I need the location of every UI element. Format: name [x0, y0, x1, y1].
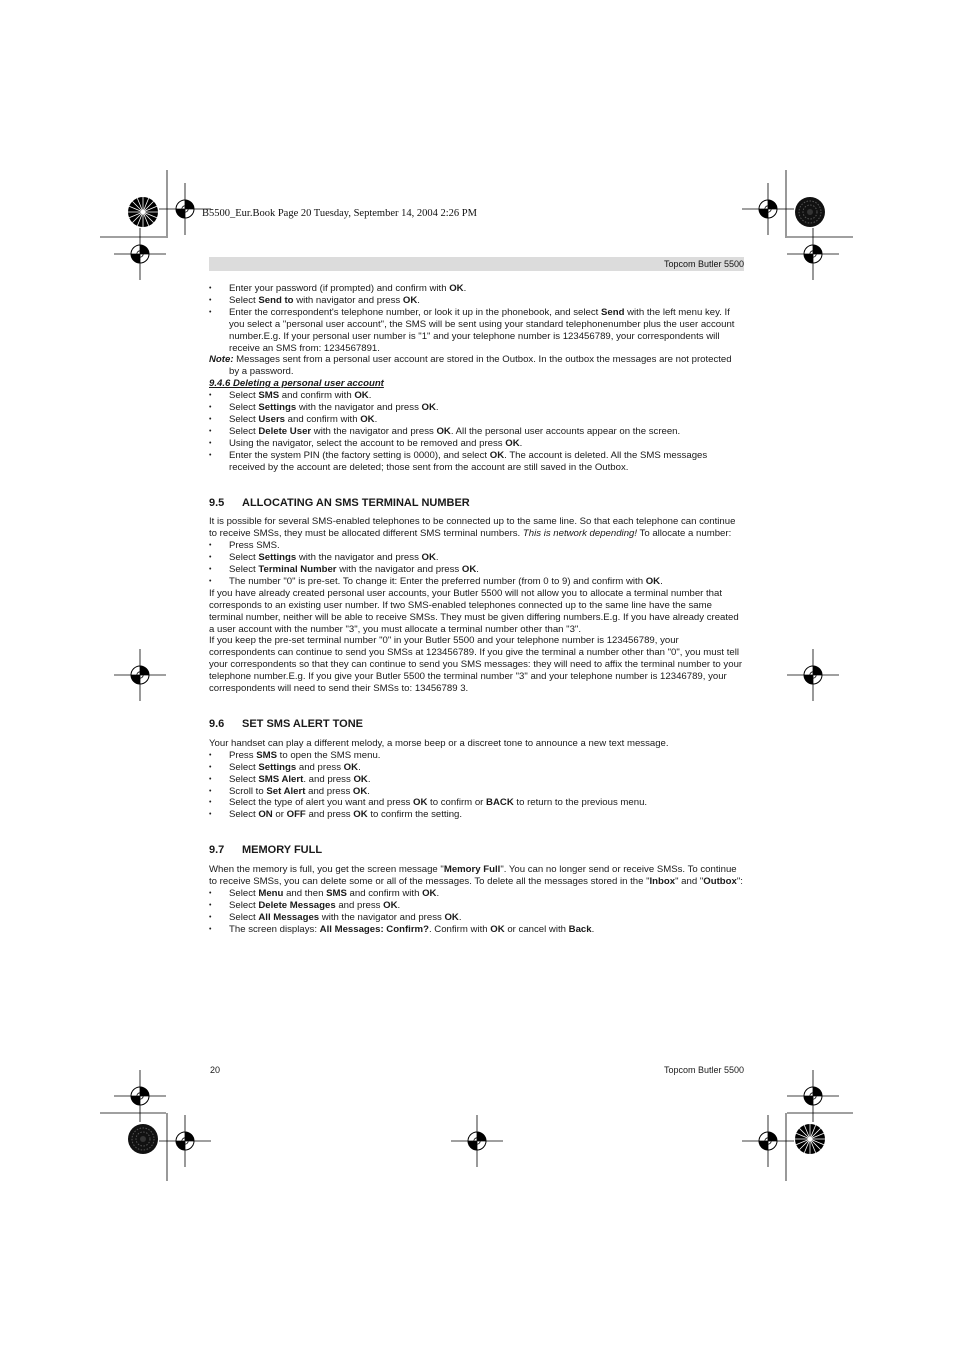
text: The screen displays:: [229, 923, 320, 935]
section-9-6-steps: [209, 750, 744, 821]
text: Press: [229, 749, 257, 761]
section-9-6-intro: Your handset can play a different melody, a morse beep or a discreet tone to announce a new text message.: [209, 737, 669, 749]
keyword: OK: [505, 437, 520, 449]
keyword: Send to: [258, 294, 294, 306]
text: and press: [335, 899, 384, 911]
text: .: [358, 761, 361, 773]
footer-title: Topcom Butler 5500: [663, 1065, 744, 1075]
keyword: SMS Alert: [258, 773, 304, 785]
section-9-5-steps: [209, 540, 744, 588]
intro-steps: [209, 283, 744, 354]
text: with navigator and press: [293, 294, 403, 306]
text: Select: [229, 911, 259, 923]
text: with the left menu key. If you select a "personal user account", the SMS will be sent using your standard telephonenumber plus the user account number.E.g. If your personal user number is "1" and your telephone number is 123456789, your correspondents will receive an SMS from: 1234567891.: [229, 306, 735, 354]
keyword: Memory Full: [443, 864, 501, 876]
keyword: ON: [258, 809, 273, 821]
print-slug: B5500_Eur.Book Page 20 Tuesday, September 14, 2004 2:26 PM: [202, 208, 477, 219]
keyword: OK: [352, 785, 368, 797]
section-9-5-heading: [209, 498, 744, 510]
text: When the memory is full, you get the screen message ": [209, 864, 444, 876]
keyword: SMS: [258, 390, 280, 402]
text: .: [367, 785, 370, 797]
text: and press: [305, 809, 354, 821]
text: with the navigator and press: [296, 552, 422, 564]
text: Using the navigator, select the account to be removed and press: [229, 437, 506, 449]
text: with the navigator and press: [319, 911, 445, 923]
intro-text-end: To allocate a number:: [637, 528, 732, 540]
keyword: SMS: [326, 887, 347, 899]
text: Select: [229, 899, 259, 911]
text: Select: [229, 413, 259, 425]
list-item: [209, 750, 744, 762]
keyword: Delete User: [258, 425, 312, 437]
list-item: [209, 912, 744, 924]
keyword: Settings: [258, 761, 297, 773]
list-item: [209, 576, 744, 588]
list-item: [209, 762, 744, 774]
section-number: 9.5: [209, 496, 225, 509]
section-title: ALLOCATING AN SMS TERMINAL NUMBER: [242, 496, 470, 509]
keyword: OK: [461, 564, 477, 576]
keyword: OK: [422, 887, 437, 899]
section-number: 9.6: [209, 718, 225, 730]
text: Select: [229, 425, 259, 437]
list-item: [209, 786, 744, 798]
text: Press SMS.: [229, 540, 280, 552]
text: Select: [229, 887, 259, 899]
keyword: Set Alert: [266, 785, 306, 797]
text: .: [374, 413, 378, 425]
list-item: [209, 924, 744, 936]
text: with the navigator and press: [296, 402, 422, 414]
text: .: [417, 294, 420, 306]
note: [209, 354, 744, 378]
keyword: OK: [436, 425, 451, 437]
list-item: [209, 390, 744, 402]
page-number: 20: [210, 1065, 221, 1075]
list-item: [209, 450, 744, 474]
keyword: OK: [343, 761, 359, 773]
text: . and press: [303, 773, 354, 785]
keyword: OFF: [286, 809, 306, 821]
section-9-5-intro: [209, 516, 744, 540]
keyword: OK: [353, 809, 368, 821]
note-label: Note:: [209, 354, 234, 366]
text: and then: [283, 887, 327, 899]
section-title: MEMORY FULL: [242, 844, 323, 857]
text: and confirm with: [285, 413, 361, 425]
keyword: OK: [489, 449, 505, 461]
note-text: Messages sent from a personal user account are stored in the Outbox. In the outbox the messages are not protected by a password.: [229, 354, 732, 378]
text: Select: [229, 761, 259, 773]
section-9-7-intro: [209, 864, 744, 888]
text: Select: [229, 402, 259, 414]
page-content: [209, 283, 744, 936]
keyword: Users: [258, 413, 286, 425]
text: and confirm with: [279, 390, 355, 402]
text: Select the type of alert you want and press: [229, 797, 413, 809]
section-9-7-heading: [209, 845, 744, 857]
keyword: OK: [645, 575, 661, 587]
intro-emphasis: This is network depending!: [522, 528, 638, 540]
text: .: [435, 552, 439, 564]
text: . The account is deleted. All the SMS messages received by the account are deleted; those sent from the account are still saved in the Outbox.: [229, 449, 708, 473]
list-item: [209, 540, 744, 552]
keyword: BACK: [486, 797, 514, 809]
text: with the navigator and press: [311, 425, 437, 437]
keyword: Delete Messages: [258, 899, 336, 911]
list-item: [209, 888, 744, 900]
text: .: [519, 437, 523, 449]
text: Scroll to: [229, 785, 267, 797]
text: Enter your password (if prompted) and confirm with: [229, 283, 450, 294]
text: Select: [229, 773, 259, 785]
section-9-6-heading: [209, 719, 744, 731]
text: Select: [229, 564, 259, 576]
text: .: [458, 911, 462, 923]
keyword: Inbox: [649, 876, 676, 888]
section-title: SET SMS ALERT TONE: [242, 718, 364, 730]
text: The number "0" is pre-set. To change it: Enter the preferred number (from 0 to 9) and confirm with: [229, 575, 646, 587]
text: . All the personal user accounts appear on the screen.: [450, 425, 681, 437]
text: to confirm or: [427, 797, 487, 809]
list-item: [209, 552, 744, 564]
text: or cancel with: [504, 923, 569, 935]
text: ":: [736, 876, 743, 888]
text: .: [397, 899, 401, 911]
keyword: Settings: [258, 402, 297, 414]
text: Select: [229, 552, 259, 564]
keyword: OK: [354, 390, 369, 402]
header-title: Topcom Butler 5500: [663, 259, 744, 269]
keyword: OK: [413, 797, 428, 809]
text: Enter the correspondent's telephone number, or look it up in the phonebook, and select: [229, 306, 601, 318]
list-item: [209, 295, 744, 307]
section-number: 9.7: [209, 844, 225, 857]
text: .: [591, 923, 595, 935]
keyword: Send: [600, 306, 625, 318]
keyword: OK: [449, 283, 464, 294]
text: " and ": [675, 876, 704, 888]
text: to open the SMS menu.: [277, 749, 381, 761]
keyword: OK: [444, 911, 459, 923]
text: . Confirm with: [428, 923, 491, 935]
keyword: Back: [568, 923, 592, 935]
list-item: [209, 307, 744, 355]
text: .: [463, 283, 467, 294]
keyword: All Messages: [258, 911, 320, 923]
keyword: OK: [490, 923, 505, 935]
keyword: OK: [402, 294, 418, 306]
text: .: [476, 564, 479, 576]
text: and press: [305, 785, 353, 797]
keyword: Settings: [258, 552, 297, 564]
text: Enter the system PIN (the factory setting is 0000), and select: [229, 449, 490, 461]
list-item: [209, 564, 744, 576]
text: .: [368, 390, 372, 402]
keyword: OK: [360, 413, 375, 425]
keyword: OK: [421, 402, 436, 414]
list-item: [209, 774, 744, 786]
keyword: All Messages: Confirm?: [319, 923, 429, 935]
text: Select: [229, 809, 259, 821]
text: to return to the previous menu.: [513, 797, 648, 809]
list-item: [209, 797, 744, 809]
keyword: Terminal Number: [258, 564, 337, 576]
text: and press: [296, 761, 344, 773]
keyword: OK: [383, 899, 398, 911]
keyword: OK: [353, 773, 368, 785]
text: Select: [229, 294, 259, 306]
list-item: [209, 414, 744, 426]
keyword: Menu: [258, 887, 284, 899]
text: to confirm the setting.: [367, 809, 463, 821]
list-item: [209, 900, 744, 912]
section-9-7-steps: [209, 888, 744, 936]
text: .: [660, 575, 663, 587]
keyword: SMS: [256, 749, 277, 761]
keyword: OK: [421, 552, 436, 564]
list-item: [209, 426, 744, 438]
intro-text: It is possible for several SMS-enabled telephones to be connected up to the same line. So that each telephone can continue to receive SMSs, they must be allocated different SMS terminal numbers.: [209, 516, 736, 540]
keyword: Outbox: [703, 876, 737, 888]
section-9-4-6-steps: [209, 390, 744, 473]
section-9-5-paragraph-2: If you keep the pre-set terminal number "0" in your Butler 5500 and your telephone number is 123456789, your correspondents can continue to send you SMSs at 123456789. If you give the terminal a number other than "0", you must tell your correspondents so that they can continue to send you SMS messages: they will need to affix the terminal number to your telephone number.E.g. If you give your Butler 5500 the terminal number "3" and your telephone number is 12346789, your correspondents will need to send their SMSs to: 13456789 3.: [209, 635, 743, 695]
text: .: [436, 887, 440, 899]
list-item: [209, 283, 744, 295]
text: ". You can no longer send or receive SMSs. To continue to receive SMSs, you can delete some or all of the messages. To delete all the messages stored in the ": [209, 864, 737, 888]
section-9-4-6-title: 9.4.6 Deleting a personal user account: [209, 378, 384, 390]
list-item: [209, 402, 744, 414]
text: Select: [229, 390, 259, 402]
list-item: [209, 438, 744, 450]
text: .: [435, 402, 439, 414]
list-item: [209, 809, 744, 821]
text: with the navigator and press: [336, 564, 462, 576]
text: or: [272, 809, 287, 821]
text: and confirm with: [346, 887, 423, 899]
section-9-5-paragraph-1: If you have already created personal user accounts, your Butler 5500 will not allow you to allocate a terminal number that corresponds to an existing user number. If two SMS-enabled telephones connected up to the same line have the same terminal number, neither will be able to receive SMSs. They must be given differing numbers.E.g. If you have already created a user account with the number "3", you must allocate a terminal number other than "3".: [209, 587, 739, 635]
text: .: [367, 773, 371, 785]
